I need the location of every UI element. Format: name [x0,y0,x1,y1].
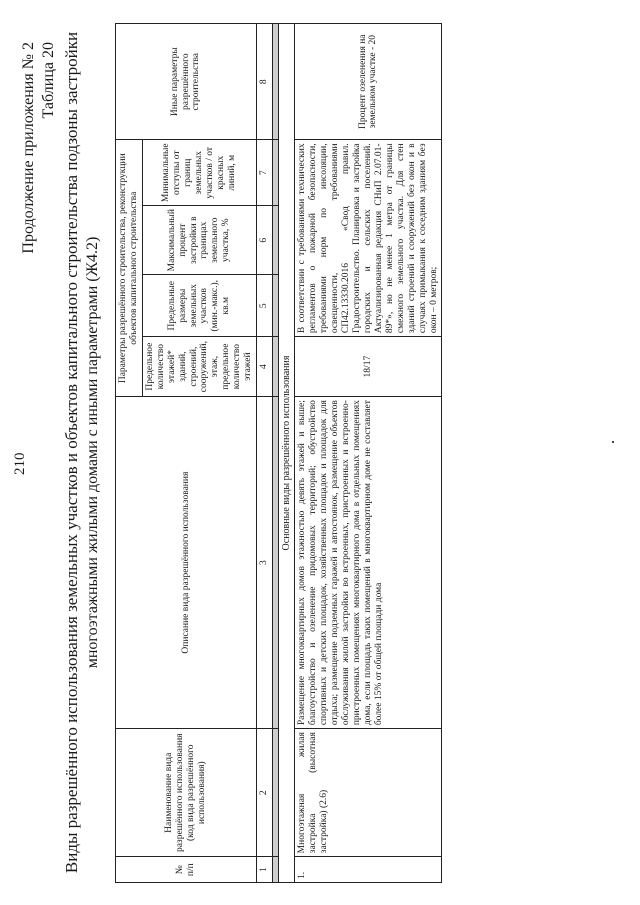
column-number: 5 [257,275,273,337]
header-no: № п/п [116,857,257,883]
header-floors: Предельное количество этажей* зданий, строений, сооружений, этаж, предельное количество этажей [142,337,256,397]
document-title: Виды разрешённого использования земельных участков и объектов капитального строительства подзоны застройки [62,31,81,874]
header-name: Наименование вида разрешённого использования (код вида разрешённого использования) [116,729,257,857]
header-coverage: Максимальный процент застройки в границах земельного участка, % [142,206,256,275]
table-number: Таблица 20 [40,42,57,119]
section-title: Основные виды разрешённого использования [278,24,295,883]
header-description: Описание вида разрешённого использования [116,397,257,729]
header-other: Иные параметры разрешённого строительства [116,24,257,140]
header-params-group: Параметры разрешённого строительства, реконструкции объектов капитального строительства [116,140,143,397]
document-subtitle: многоэтажными жилыми домами с иными параметрами (Ж4.2) [84,236,101,669]
section-row [278,24,295,883]
column-number: 1 [257,857,273,883]
floors-value: 18/17 [295,337,442,397]
scan-speck [612,441,614,443]
column-number: 4 [257,337,273,397]
zoning-table [115,23,442,883]
column-number: 2 [257,729,273,857]
column-number: 8 [257,24,273,140]
column-number: 3 [257,397,273,729]
column-number: 6 [257,206,273,275]
column-number: 7 [257,140,273,206]
use-type-name: Многоэтажная жилая застройка (высотная застройка) (2.6) [295,729,442,857]
use-type-description: Размещение многоквартирных домов этажностью девять этажей и выше; благоустройство и озеленение придомовых территорий; обустройство спортивных и детских площадок, хозяйственных площадок и площадок для отдыха; размещение подземных гаражей и автостоянок, размещение объектов обслуживания жилой застройки во встроенных, пристроенных и встроенно-пристроенных помещениях многоквартирного дома в отдельных помещениях дома, если площадь таких помещений в многоквартирном доме не составляет более 15% от общей площади дома [295,397,442,729]
table-row [295,24,442,883]
header-plot-size: Предельные размеры земельных участков (мин.-макс.), кв.м [142,275,256,337]
appendix-continuation: Продолжение приложения № 2 [20,42,37,254]
other-params-value: Процент озеленения на земельном участке - 20 [295,24,442,140]
header-setbacks: Минимальные отступы от границ земельных участков / от красных линий, м [142,140,256,206]
row-number: 1. [295,857,442,883]
header-row [116,24,143,883]
column-number-row [257,24,273,883]
page-number: 210 [12,452,28,475]
setbacks-value: В соответствии с требованиями технических регламентов о пожарной безопасности, требованиями норм по инсоляции, освещенности, требованиями СП42.13330.2016 «Свод правил. Градостроительство. Планировка и застройка городских и сельских поселений. Актуализированная редакция СНиП 2.07.01-89*», но не менее 1 метра от границы смежного земельного участка. Для стен зданий строений и сооружений без окон и в случаях примыкания к соседним зданиям без окон – 0 метров; [295,140,442,337]
